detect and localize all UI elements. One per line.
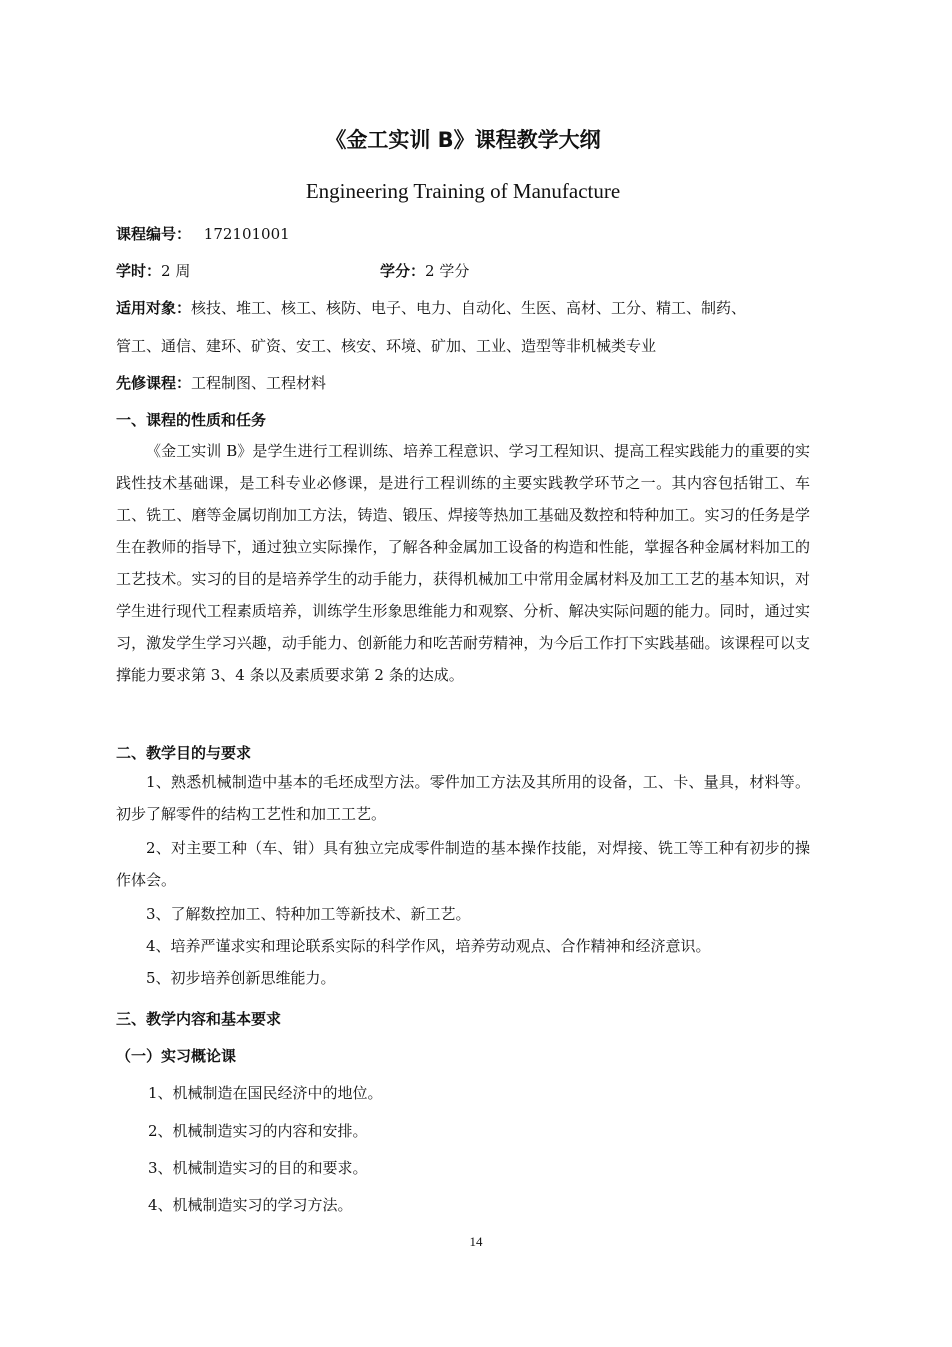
target-value-line2: 管工、通信、建环、矿资、安工、核安、环境、矿加、工业、造型等非机械类专业: [116, 337, 657, 355]
section3-heading: 三、教学内容和基本要求: [116, 1010, 282, 1028]
prereq-value: 工程制图、工程材料: [191, 374, 327, 392]
section1-paragraph: 《金工实训 B》是学生进行工程训练、培养工程意识、学习工程知识、提高工程实践能力的重要的实践性技术基础课，是工科专业必修课，是进行工程训练的主要实践教学环节之一。其内容包括钳工、车工、铣工、磨等金属切削加工方法，铸造、锻压、焊接等热加工基础及数控和特种加工。实习的任务是学生在教师的指导下，通过独立实际操作，了解各种金属加工设备的构造和性能，掌握各种金属材料加工的工艺技术。实习的目的是培养学生的动手能力，获得机械加工中常用金属材料及加工工艺的基本知识，对学生进行现代工程素质培养，训练学生形象思维能力和观察、分析、解决实际问题的能力。同时，通过实习，激发学生学习兴趣，动手能力、创新能力和吃苦耐劳精神，为今后工作打下实践基础。该课程可以支撑能力要求第 3、4 条以及素质要求第 2 条的达成。: [116, 442, 810, 684]
section3-item-4: 4、机械制造实习的学习方法。: [148, 1196, 353, 1214]
document-subtitle: Engineering Training of Manufacture: [305, 179, 621, 203]
hours-value: 2 周: [161, 262, 191, 280]
section2-heading: 二、教学目的与要求: [116, 744, 252, 762]
course-code-row: [116, 224, 810, 244]
target-value-line1: 核技、堆工、核工、核防、电子、电力、自动化、生医、高材、工分、精工、制药、: [191, 299, 747, 317]
section3-item-3: 3、机械制造实习的目的和要求。: [148, 1159, 368, 1177]
target-label: 适用对象：: [116, 299, 192, 317]
course-code-label: 课程编号：: [116, 225, 192, 243]
section2-item-4: 4、培养严谨求实和理论联系实际的科学作风，培养劳动观点、合作精神和经济意识。: [146, 937, 711, 955]
section3-subheading: （一）实习概论课: [116, 1047, 237, 1065]
section2-item-2: 2、对主要工种（车、钳）具有独立完成零件制造的基本操作技能，对焊接、铣工等工种有初步的操作体会。: [116, 839, 810, 889]
section3-item-2: 2、机械制造实习的内容和安排。: [148, 1122, 368, 1140]
hours-label: 学时：: [116, 262, 162, 280]
section1-heading: 一、课程的性质和任务: [116, 411, 267, 429]
section3-item-1: 1、机械制造在国民经济中的地位。: [148, 1084, 383, 1102]
credit-group: [380, 261, 469, 281]
page-number: 14: [469, 1234, 483, 1249]
section2-item-5: 5、初步培养创新思维能力。: [146, 969, 336, 987]
course-code-value: 172101001: [203, 225, 290, 243]
document-title: 《金工实训 B》课程教学大纲: [325, 128, 601, 152]
prereq-label: 先修课程：: [116, 374, 192, 392]
credit-value: 2 学分: [425, 262, 470, 280]
hours-credit-row: [116, 261, 810, 281]
target-row-continued: [116, 336, 810, 356]
section2-item-3: 3、了解数控加工、特种加工等新技术、新工艺。: [146, 905, 471, 923]
prereq-row: [116, 373, 810, 393]
target-row: [116, 298, 810, 318]
credit-label: 学分：: [380, 262, 426, 280]
section2-item-1: 1、熟悉机械制造中基本的毛坯成型方法。零件加工方法及其所用的设备，工、卡、量具，材料等。初步了解零件的结构工艺性和加工工艺。: [116, 773, 810, 823]
